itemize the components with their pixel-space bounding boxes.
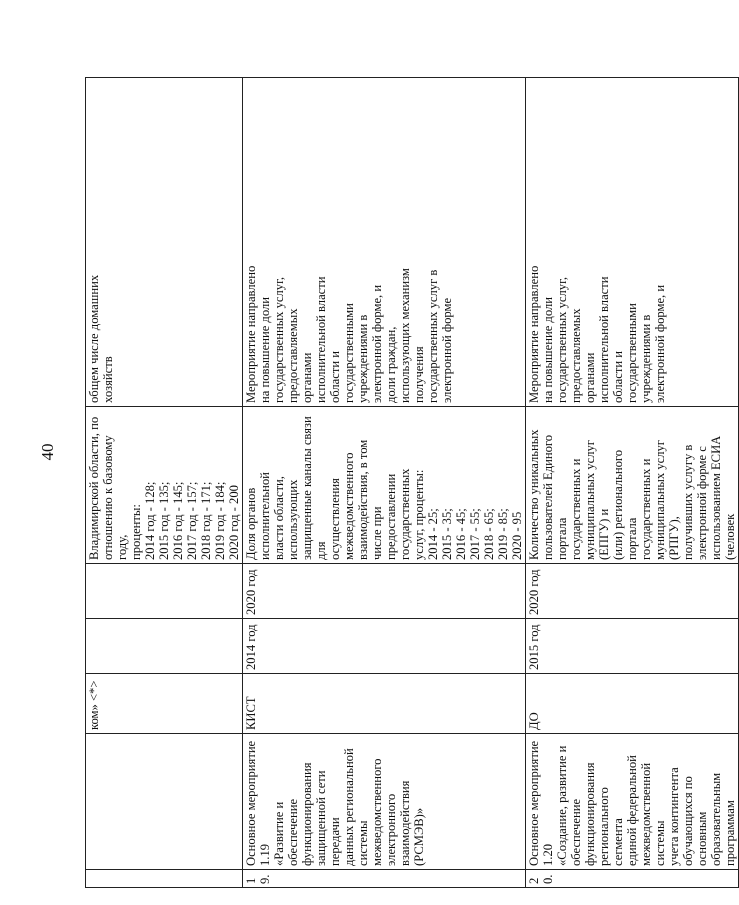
responsible-cell: ДО	[526, 674, 739, 734]
activity-line: данных региональной	[342, 748, 356, 866]
activity-line: (РСМЭВ)»	[412, 807, 426, 866]
relation-line: учреждениями в	[356, 314, 370, 403]
activity-line: учета контингента	[667, 767, 681, 866]
table-row	[86, 78, 243, 888]
relation-line: электронной форме, и	[653, 284, 667, 403]
indicator-line: отношению к базовому году,	[101, 435, 129, 560]
activity-line: функционирования	[300, 762, 314, 866]
relation-line: общем числе домашних	[87, 274, 101, 403]
activity-cell	[526, 734, 739, 870]
activity-line: Основное мероприятие 1.20	[527, 740, 555, 866]
relation-line: органами	[300, 352, 314, 403]
indicator-line: государственных и	[639, 458, 653, 560]
relation-line: государственных услуг,	[272, 277, 286, 403]
relation-line: государственными	[342, 303, 356, 403]
indicator-line: власти области, использующих	[272, 476, 300, 560]
responsible-text: ком» <*>	[87, 680, 101, 730]
indicator-line: 2018 - 65;	[482, 508, 496, 560]
table-row	[243, 78, 526, 888]
relation-line: электронной форме	[440, 297, 454, 403]
indicator-line: муниципальных услуг (РПГУ),	[653, 440, 681, 560]
indicator-line: защищенные каналы связи для	[300, 416, 328, 560]
indicator-line: 2015 - 35;	[440, 508, 454, 560]
indicator-line: государственных и	[569, 458, 583, 560]
relation-cell	[243, 78, 526, 407]
indicator-line: (или) регионального портала	[611, 449, 639, 560]
indicator-line: услуг, проценты:	[412, 469, 426, 560]
indicator-line: межведомственного	[342, 452, 356, 560]
relation-line: государственных услуг в	[426, 269, 440, 403]
responsible-cell: КИСТ	[243, 674, 526, 734]
relation-line: доли граждан,	[384, 326, 398, 403]
activity-line: Основное мероприятие 1.19	[244, 740, 272, 866]
indicator-line: пользователей Единого портала	[541, 434, 569, 560]
relation-line: государственных услуг,	[555, 277, 569, 403]
activity-cell	[243, 734, 526, 870]
indicator-line: 2019 год - 184;	[213, 481, 227, 560]
activity-line: образовательным программам	[709, 772, 737, 866]
table-row	[526, 78, 739, 888]
relation-line: Мероприятие направлено	[527, 265, 541, 403]
relation-line: использующих механизм	[398, 268, 412, 403]
start-date-cell: 2014 год	[243, 619, 526, 674]
indicator-line: муниципальных услуг (ЕПГУ) и	[583, 440, 611, 560]
relation-line: получения	[412, 346, 426, 403]
indicator-line: 2015 год - 135;	[157, 481, 171, 560]
row-number-cell: 20.	[526, 870, 739, 888]
indicator-line: проценты:	[129, 504, 143, 560]
end-date-cell: 2020 год	[243, 564, 526, 619]
relation-line: хозяйств	[101, 356, 115, 403]
indicator-line: получивших услугу в	[681, 444, 695, 560]
relation-line: государственными	[625, 303, 639, 403]
activity-line: системы межведомственного	[356, 758, 384, 866]
indicator-line: электронной форме с	[695, 446, 709, 560]
end-date-cell: 2020 год	[526, 564, 739, 619]
program-activities-table	[85, 77, 739, 888]
activity-cell	[86, 734, 243, 870]
activity-line: единой федеральной	[625, 755, 639, 866]
indicator-line: Количество уникальных	[527, 429, 541, 560]
start-date-cell	[86, 619, 243, 674]
indicator-line: 2014 - 25;	[426, 508, 440, 560]
relation-line: предоставляемых	[569, 308, 583, 403]
relation-line: предоставляемых	[286, 308, 300, 403]
indicator-line: 2014 год - 128;	[143, 481, 157, 560]
relation-line: Мероприятие направлено	[244, 265, 258, 403]
indicator-line: 2020 год - 200	[227, 485, 241, 560]
activity-line: межведомственной системы	[639, 762, 667, 866]
indicator-line: 2016 - 45;	[454, 508, 468, 560]
activity-line: электронного взаимодействия	[384, 780, 412, 866]
relation-cell	[526, 78, 739, 407]
indicator-line: 2019 - 85;	[496, 508, 510, 560]
activity-line: обучающихся по основным	[681, 776, 709, 866]
indicator-line: предоставлении государственных	[384, 468, 412, 560]
relation-line: исполнительной власти	[597, 276, 611, 403]
relation-line: электронной форме, и	[370, 284, 384, 403]
indicator-line: 2020 - 95	[510, 511, 524, 560]
relation-line: исполнительной власти	[314, 276, 328, 403]
activity-line: функционирования	[583, 762, 597, 866]
indicator-line: осуществления	[328, 478, 342, 560]
row-number-cell: 19.	[243, 870, 526, 888]
indicator-line: 2018 год - 171;	[199, 481, 213, 560]
indicator-line: использованием ЕСИА (человек	[709, 435, 737, 560]
indicator-line: 2017 - 55;	[468, 508, 482, 560]
relation-cell	[86, 78, 243, 407]
indicator-cell	[86, 407, 243, 564]
end-date-cell	[86, 564, 243, 619]
indicator-line: взаимодействия, в том числе при	[356, 439, 384, 560]
responsible-cell	[86, 674, 243, 734]
rotated-table-page	[85, 78, 737, 888]
relation-line: области и	[328, 351, 342, 403]
relation-line: органами	[583, 352, 597, 403]
activity-line: регионального сегмента	[597, 787, 625, 866]
indicator-cell	[526, 407, 739, 564]
indicator-line: 2017 год - 157;	[185, 481, 199, 560]
activity-line: «Создание, развитие и	[555, 745, 569, 866]
relation-line: на повышение доли	[258, 297, 272, 403]
relation-line: на повышение доли	[541, 297, 555, 403]
start-date-cell: 2015 год	[526, 619, 739, 674]
indicator-line: Владимирской области, по	[87, 416, 101, 560]
indicator-line: 2016 год - 145;	[171, 481, 185, 560]
row-number-cell	[86, 870, 243, 888]
indicator-line: Доля органов исполнительной	[244, 472, 272, 560]
relation-line: учреждениями в	[639, 314, 653, 403]
relation-line: области и	[611, 351, 625, 403]
indicator-cell	[243, 407, 526, 564]
activity-line: «Развитие и обеспечение	[272, 798, 300, 866]
activity-line: обеспечение	[569, 798, 583, 866]
activity-line: защищенной сети передачи	[314, 770, 342, 866]
page-number: 40	[38, 443, 57, 461]
